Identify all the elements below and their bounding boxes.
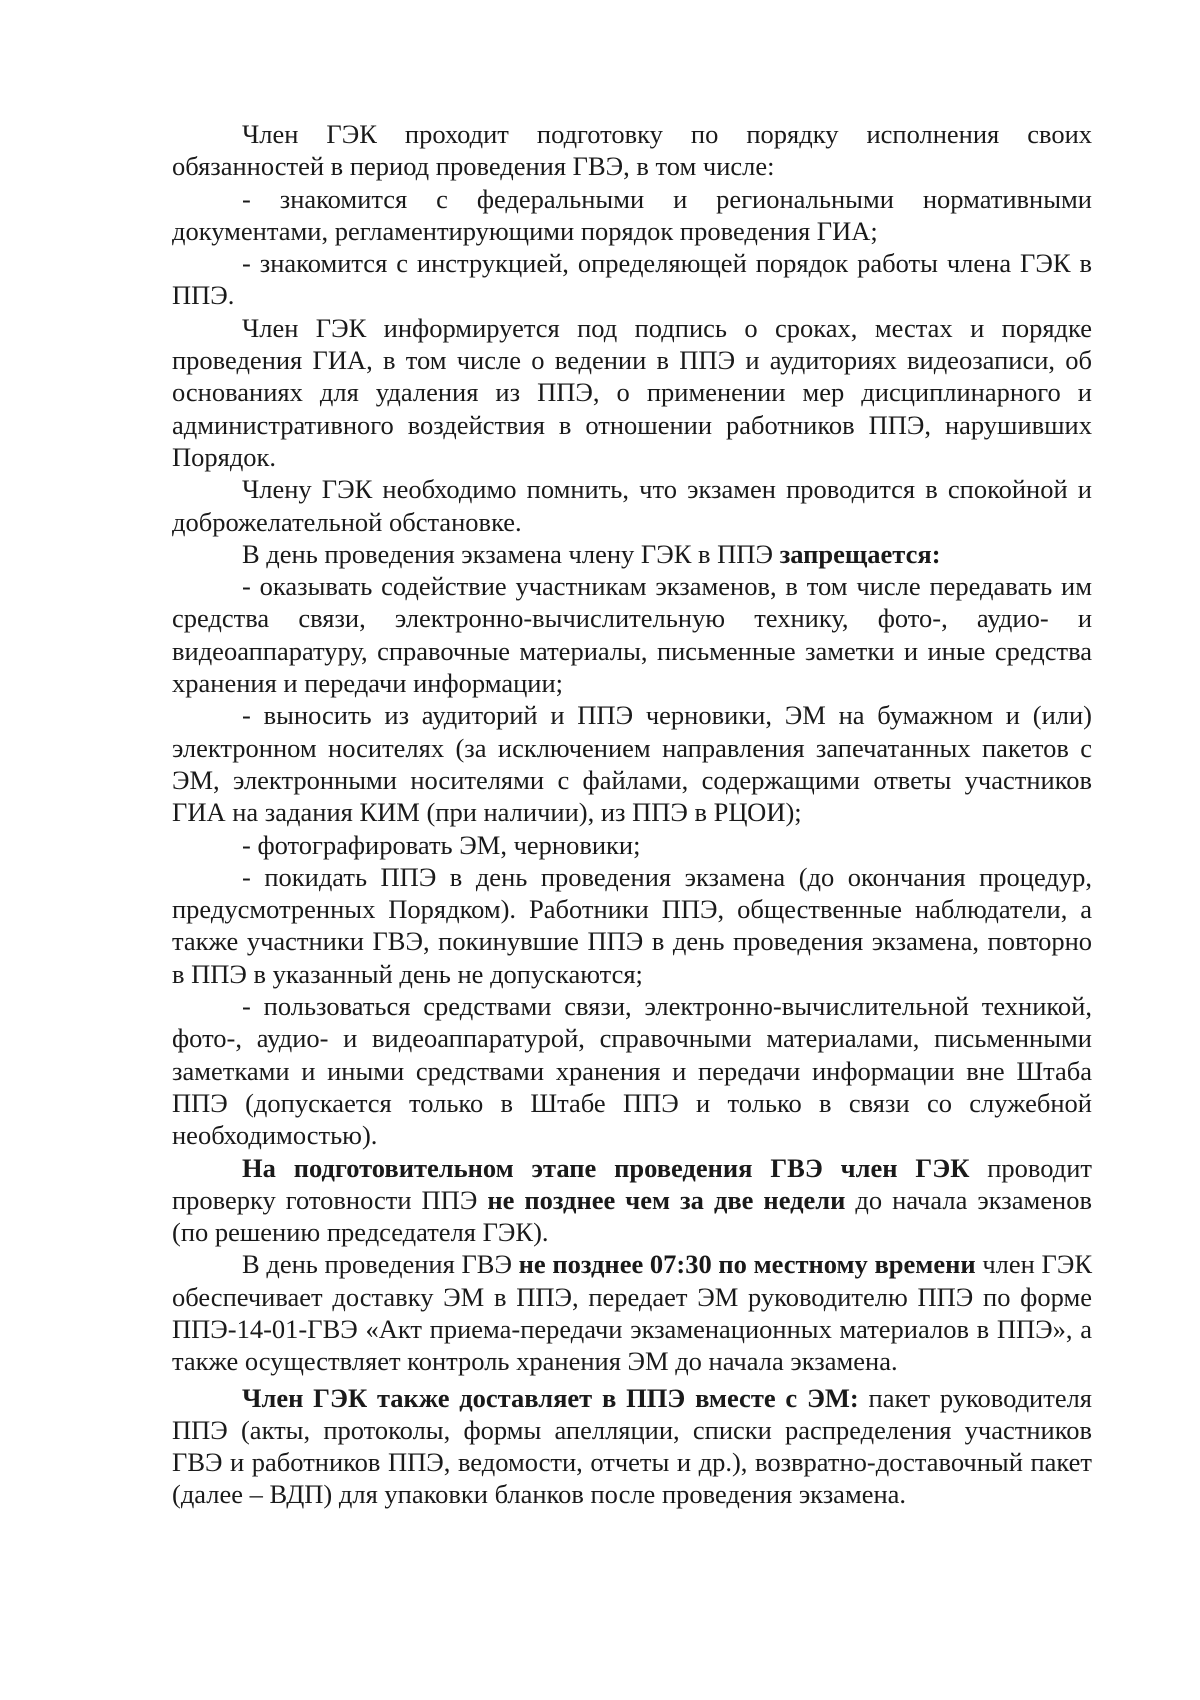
list-item-instruction: [172, 247, 1092, 312]
list-item-remove-materials: [172, 699, 1092, 828]
list-item-federal-documents: [172, 183, 1092, 248]
text-segment: В день проведения экзамена члену ГЭК в ППЭ: [242, 538, 780, 569]
text-segment: - фотографировать ЭМ, черновики;: [242, 829, 641, 860]
bold-segment: не позднее 07:30 по местному времени: [518, 1249, 976, 1280]
list-item-leave-ppe: [172, 861, 1092, 990]
text-segment: член ГЭК обеспечивает доставку ЭМ в ППЭ, передает ЭМ руководителю ППЭ по форме ППЭ-14-01-ГВЭ «Акт приема-передачи экзаменационных материалов в ППЭ», а также осуществляет контроль хранения ЭМ до начала экзамена.: [172, 1249, 1092, 1377]
list-item-use-devices: [172, 990, 1092, 1151]
text-segment: Член ГЭК информируется под подпись о сроках, местах и порядке проведения ГИА, в том числе о ведении в ППЭ и аудиториях видеозаписи, об основаниях для удаления из ППЭ, о применении мер дисциплинарного и административного воздействия в отношении работников ППЭ, нарушивших Порядок.: [172, 312, 1092, 472]
text-segment: - пользоваться средствами связи, электронно-вычислительной техникой, фото-, аудио- и видеоаппаратурой, справочными материалами, письменными заметками и иными средствами хранения и передачи информации вне Штаба ППЭ (допускается только в Штабе ППЭ и только в связи со служебной необходимостью).: [172, 991, 1092, 1151]
paragraph-preparation: [172, 118, 1092, 183]
list-item-photograph: [172, 829, 1092, 861]
text-segment: до начала экзаменов (по решению председателя ГЭК).: [172, 1184, 1092, 1248]
paragraph-preparatory-stage: [172, 1152, 1092, 1249]
document-page: [172, 118, 1092, 1511]
text-segment: Член ГЭК проходит подготовку по порядку исполнения своих обязанностей в период проведения ГВЭ, в том числе:: [172, 119, 1092, 182]
paragraph-exam-day-delivery: [172, 1248, 1092, 1377]
list-item-assistance: [172, 570, 1092, 699]
bold-segment: не позднее чем за две недели: [487, 1184, 846, 1215]
text-segment: проводит проверку готовности ППЭ: [172, 1152, 1092, 1215]
text-segment: - выносить из аудиторий и ППЭ черновики, ЭМ на бумажном и (или) электронном носителях (за исключением направления запечатанных пакетов с ЭМ, электронными носителями с файлами, содержащими ответы участников ГИА на задания КИМ (при наличии), из ППЭ в РЦОИ);: [172, 700, 1092, 828]
bold-segment: запрещается:: [779, 538, 941, 569]
bold-segment: На подготовительном этапе проведения ГВЭ член ГЭК: [242, 1152, 970, 1183]
text-segment: - знакомится с инструкцией, определяющей порядок работы члена ГЭК в ППЭ.: [172, 248, 1092, 311]
text-segment: - знакомится с федеральными и региональными нормативными документами, регламентирующими порядок проведения ГИА;: [172, 183, 1092, 246]
paragraph-prohibited-heading: [172, 538, 1092, 570]
text-segment: Члену ГЭК необходимо помнить, что экзамен проводится в спокойной и доброжелательной обстановке.: [172, 474, 1092, 537]
text-segment: - оказывать содействие участникам экзаменов, в том числе передавать им средства связи, электронно-вычислительную технику, фото-, аудио- и видеоаппаратуру, справочные материалы, письменные заметки и иные средства хранения и передачи информации;: [172, 571, 1092, 699]
paragraph-calm-atmosphere: [172, 473, 1092, 538]
bold-segment: Член ГЭК также доставляет в ППЭ вместе с ЭМ:: [242, 1382, 859, 1413]
paragraph-also-delivers: [172, 1382, 1092, 1511]
text-segment: В день проведения ГВЭ: [242, 1249, 519, 1280]
text-segment: пакет руководителя ППЭ (акты, протоколы, формы апелляции, списки распределения участников ГВЭ и работников ППЭ, ведомости, отчеты и др.), возвратно-доставочный пакет (далее – ВДП) для упаковки бланков после проведения экзамена.: [172, 1382, 1092, 1510]
paragraph-informed: [172, 312, 1092, 473]
text-segment: - покидать ППЭ в день проведения экзамена (до окончания процедур, предусмотренных Порядком). Работники ППЭ, общественные наблюдатели, а также участники ГВЭ, покинувшие ППЭ в день проведения экзамена, повторно в ППЭ в указанный день не допускаются;: [172, 861, 1092, 989]
